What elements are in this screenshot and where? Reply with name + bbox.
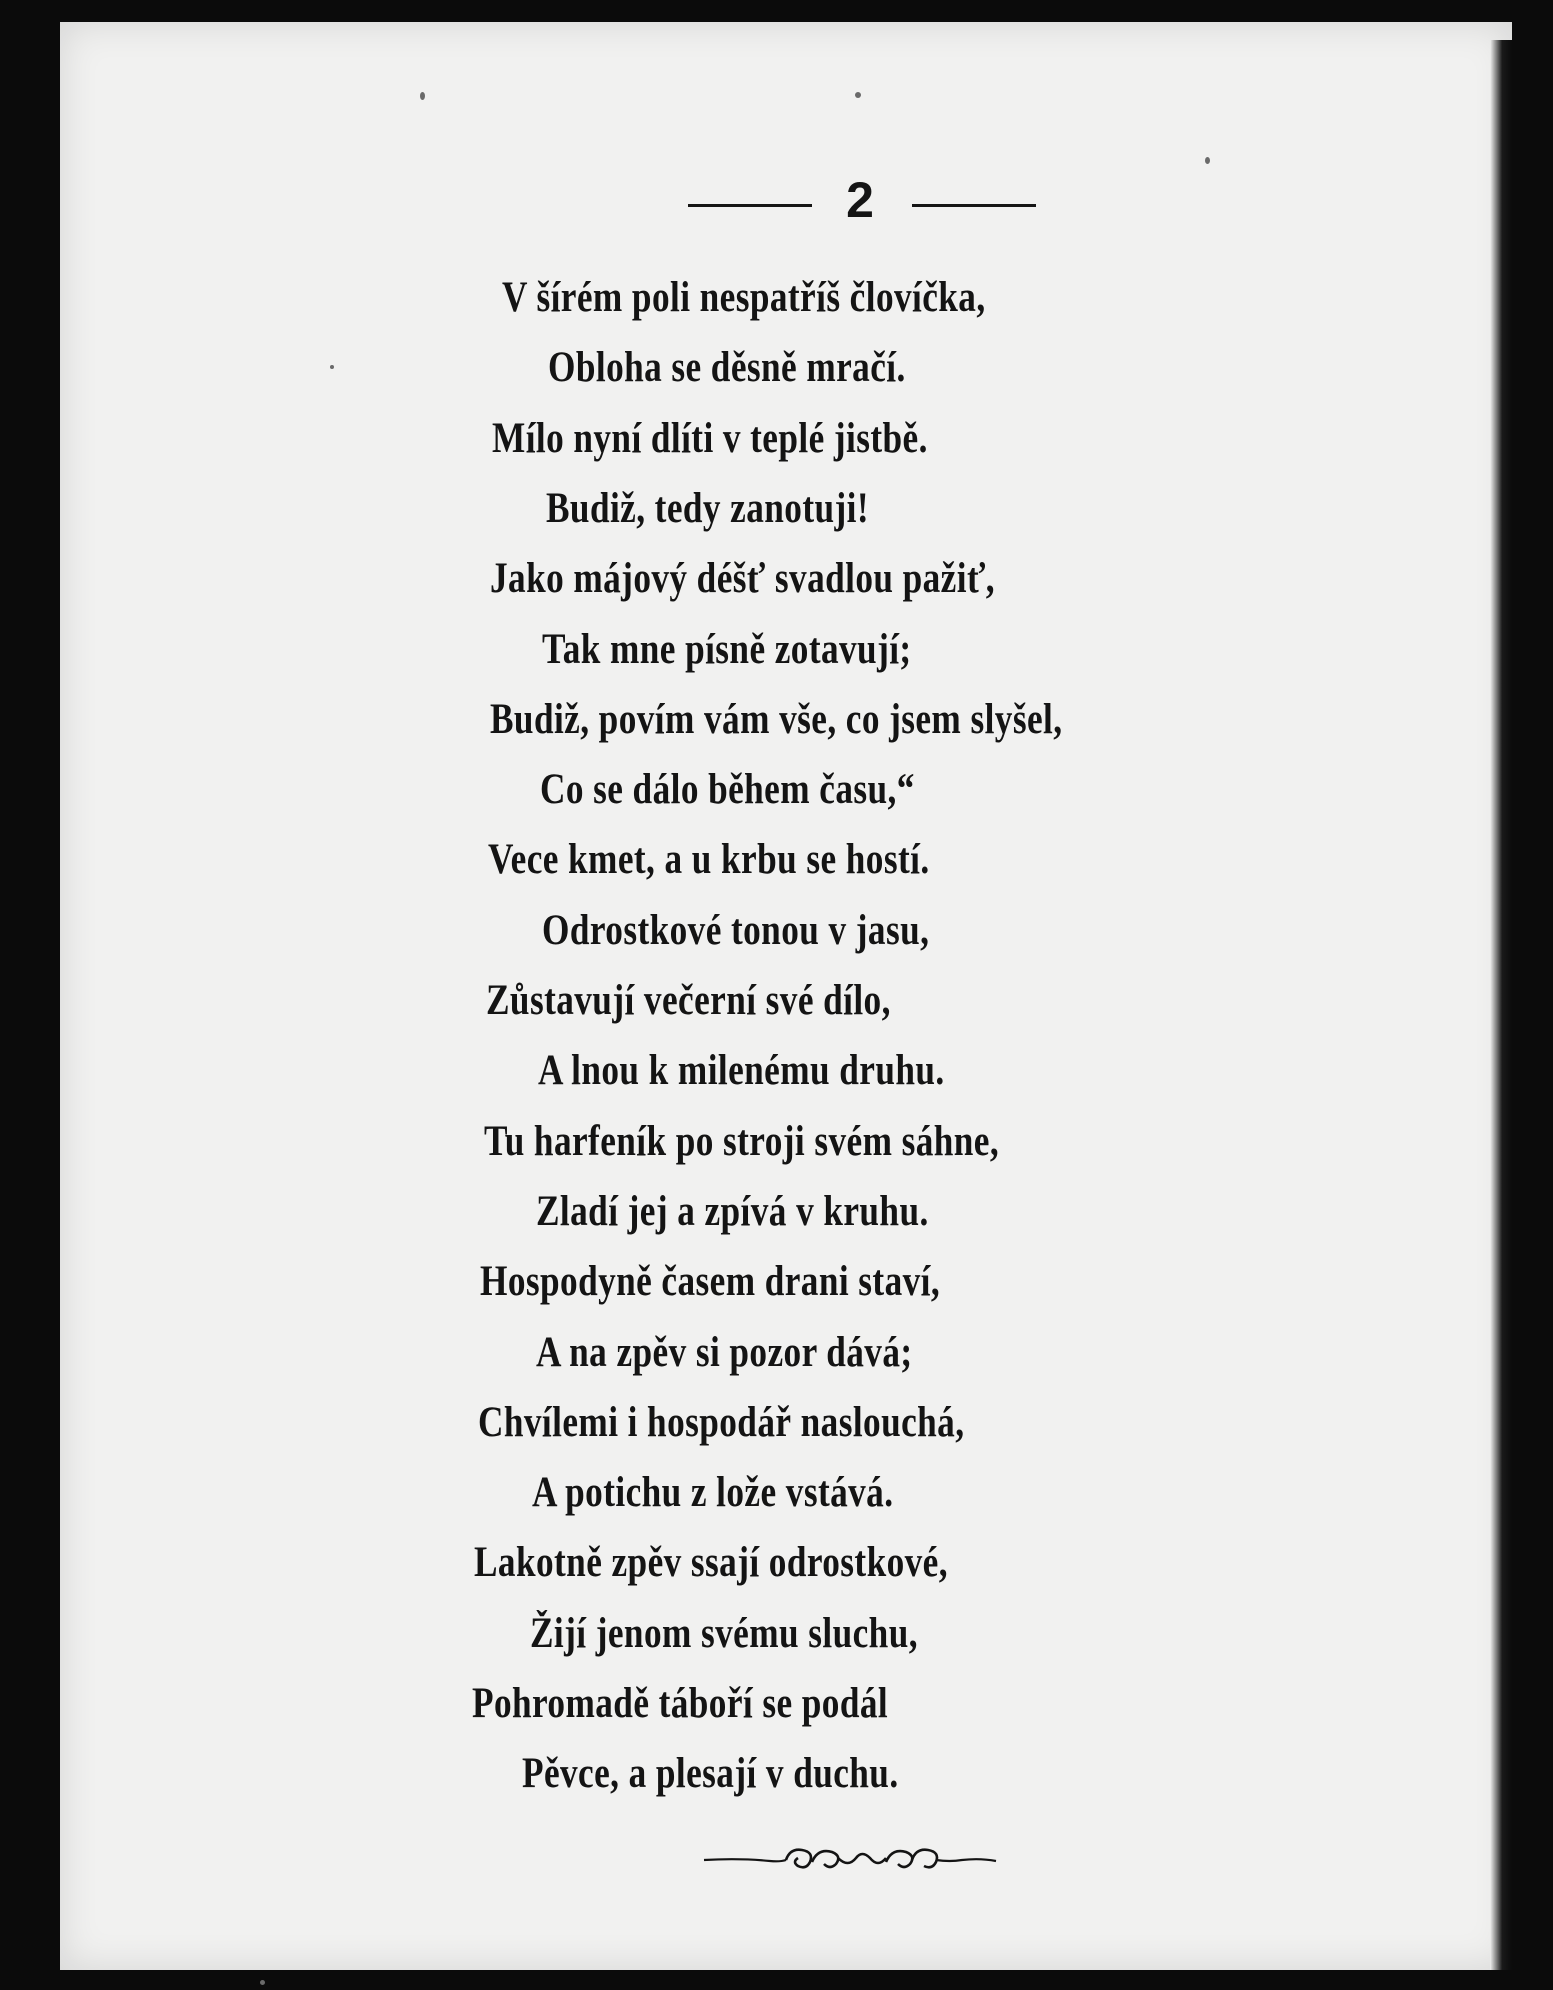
poem-line-9: Vece kmet, a u krbu se hostí. (488, 836, 930, 883)
poem-line-18: A potichu z lože vstává. (532, 1469, 894, 1516)
paper-speck (420, 92, 425, 100)
page-edge-shadow (1490, 40, 1512, 1970)
poem-line-2: Obloha se děsně mračí. (548, 344, 906, 391)
flourish-divider-icon (700, 1842, 1000, 1878)
poem-line-1: V šírém poli nespatříš človíčka, (502, 274, 986, 321)
header-rule-right (912, 204, 1036, 207)
page-number: 2 (846, 172, 874, 228)
poem-line-14: Zladí jej a zpívá v kruhu. (536, 1188, 929, 1235)
page-sheet (60, 22, 1512, 1970)
poem-line-8: Co se dálo během času,“ (540, 766, 915, 813)
paper-speck (260, 1980, 265, 1985)
header-rule-left (688, 204, 812, 207)
poem-line-10: Odrostkové tonou v jasu, (542, 907, 930, 954)
paper-speck (330, 365, 334, 369)
poem-line-5: Jako májový déšť svadlou pažiť, (490, 555, 995, 602)
poem-line-22: Pěvce, a plesají v duchu. (522, 1750, 899, 1797)
poem-line-21: Pohromadě táboří se podál (472, 1680, 889, 1727)
poem-line-4: Budiž, tedy zanotuji! (546, 485, 870, 532)
poem-line-16: A na zpěv si pozor dává; (536, 1329, 913, 1376)
paper-speck (855, 92, 861, 98)
poem-line-11: Zůstavují večerní své dílo, (486, 977, 891, 1024)
poem-line-15: Hospodyně časem drani staví, (480, 1258, 941, 1305)
page-header (60, 170, 1512, 230)
poem-line-6: Tak mne písně zotavují; (542, 626, 912, 673)
poem-line-7: Budiž, povím vám vše, co jsem slyšel, (490, 696, 1063, 743)
paper-speck (1205, 157, 1210, 164)
poem-line-19: Lakotně zpěv ssají odrostkové, (474, 1539, 948, 1586)
poem-line-17: Chvílemi i hospodář naslouchá, (478, 1399, 965, 1446)
poem-line-13: Tu harfeník po stroji svém sáhne, (484, 1118, 1000, 1165)
poem-line-20: Žijí jenom svému sluchu, (530, 1610, 918, 1657)
poem-line-3: Mílo nyní dlíti v teplé jistbě. (492, 415, 928, 462)
poem-line-12: A lnou k milenému druhu. (538, 1047, 945, 1094)
